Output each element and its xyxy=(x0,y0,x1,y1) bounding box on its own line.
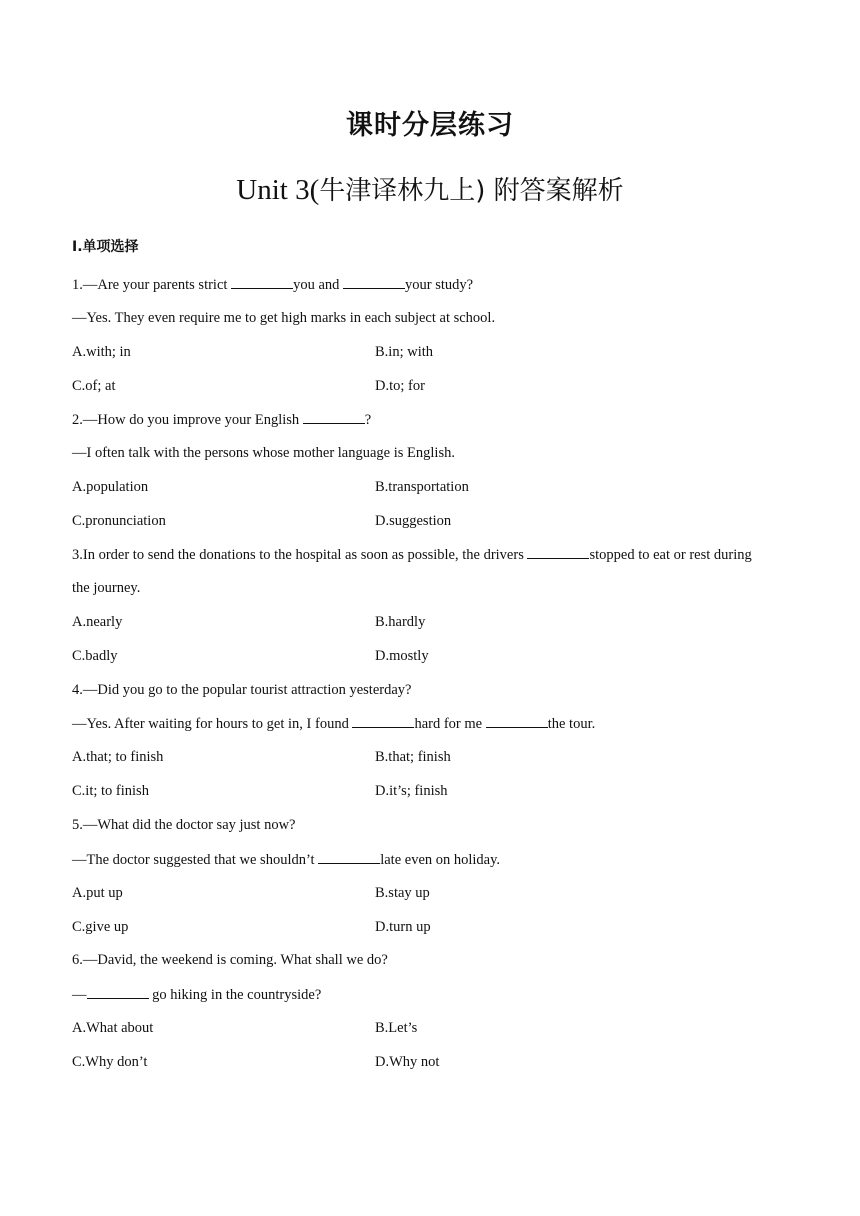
question-5-stem: 5.—What did the doctor say just now? xyxy=(72,817,296,833)
answer-blank xyxy=(343,275,405,289)
question-1-option-a: A.with; in xyxy=(72,344,131,360)
question-1-reply: —Yes. They even require me to get high marks in each subject at school. xyxy=(72,310,496,326)
question-1-option-d: D.to; for xyxy=(375,378,425,394)
answer-blank xyxy=(486,714,548,728)
question-2-stem: 2.—How do you improve your English ? xyxy=(72,412,372,428)
answer-blank xyxy=(231,275,293,289)
answer-blank xyxy=(87,985,149,999)
question-2-option-a: A.population xyxy=(72,479,149,495)
question-3-option-d: D.mostly xyxy=(375,648,429,664)
question-4-option-d: D.it’s; finish xyxy=(375,783,448,799)
question-1-option-c: C.of; at xyxy=(72,378,116,394)
question-3-stem: 3.In order to send the donations to the hospital as soon as possible, the drivers stopped to eat or rest during xyxy=(72,547,752,563)
question-2-option-d: D.suggestion xyxy=(375,513,452,529)
answer-blank xyxy=(352,714,414,728)
question-2-reply: —I often talk with the persons whose mother language is English. xyxy=(72,445,455,461)
question-1-stem: 1.—Are your parents strict you and your study? xyxy=(72,277,474,293)
question-5-option-d: D.turn up xyxy=(375,919,431,935)
answer-blank xyxy=(318,850,380,864)
question-4-stem: 4.—Did you go to the popular tourist attraction yesterday? xyxy=(72,682,412,698)
question-3-option-a: A.nearly xyxy=(72,614,123,630)
section-heading: I.单项选择 xyxy=(72,239,139,255)
question-5-option-a: A.put up xyxy=(72,885,123,901)
question-4-option-c: C.it; to finish xyxy=(72,783,149,799)
page-title: 课时分层练习 xyxy=(346,110,514,141)
question-3-option-c: C.badly xyxy=(72,648,118,664)
question-6-option-a: A.What about xyxy=(72,1020,154,1036)
page-subtitle xyxy=(0,170,860,207)
answer-blank xyxy=(303,410,365,424)
question-6-stem: 6.—David, the weekend is coming. What shall we do? xyxy=(72,952,388,968)
question-5-reply: —The doctor suggested that we shouldn’t late even on holiday. xyxy=(72,852,501,868)
question-3-stem-continued: the journey. xyxy=(72,580,141,596)
question-6-reply: — go hiking in the countryside? xyxy=(72,987,322,1003)
question-5-option-b: B.stay up xyxy=(375,885,430,901)
question-5-option-c: C.give up xyxy=(72,919,129,935)
question-4-option-a: A.that; to finish xyxy=(72,749,164,765)
subtitle-prefix: Unit 3( xyxy=(236,174,320,206)
question-6-option-d: D.Why not xyxy=(375,1054,440,1070)
question-2-option-c: C.pronunciation xyxy=(72,513,166,529)
question-6-option-b: B.Let’s xyxy=(375,1020,418,1036)
subtitle-cjk: 牛津译林九上) 附答案解析 xyxy=(319,176,624,206)
question-4-option-b: B.that; finish xyxy=(375,749,451,765)
answer-blank xyxy=(527,545,589,559)
question-4-reply: —Yes. After waiting for hours to get in, I found hard for me the tour. xyxy=(72,716,596,732)
question-2-option-b: B.transportation xyxy=(375,479,469,495)
question-1-option-b: B.in; with xyxy=(375,344,434,360)
question-6-option-c: C.Why don’t xyxy=(72,1054,148,1070)
question-3-option-b: B.hardly xyxy=(375,614,426,630)
